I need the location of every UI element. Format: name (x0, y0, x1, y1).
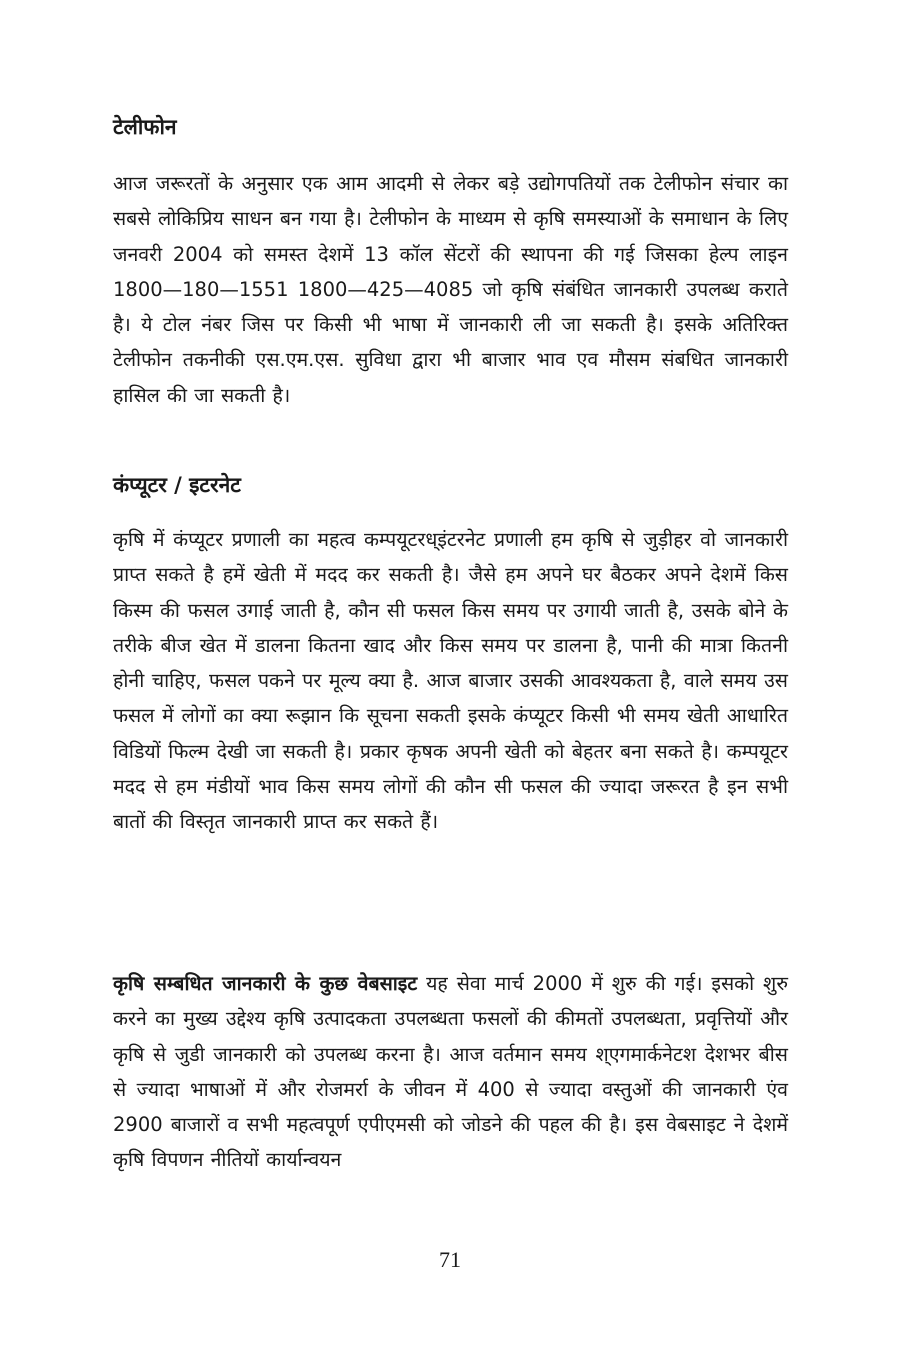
section-heading-computer-internet: कंप्यूटर / इटरनेट (113, 473, 241, 497)
page-number: 71 (439, 1247, 461, 1272)
paragraph-websites (113, 966, 788, 1178)
paragraph-computer-internet: कृषि में कंप्यूटर प्रणाली का महत्व कम्पयूटरध्इंटरनेट प्रणाली हम कृषि से जुड़ीहर वो जानकारी प्राप्त सकते है हमें खेती में मदद कर सकती है। जैसे हम अपने घर बैठकर अपने देशमें किस किस्म की फसल उगाई जाती है, कौन सी फसल किस समय पर उगायी जाती है, उसके बोने के तरीके बीज खेत में डालना कितना खाद और किस समय पर डालना है, पानी की मात्रा कितनी होनी चाहिए, फसल पकने पर मूल्य क्या है. आज बाजार उसकी आवश्यकता है, वाले समय उस फसल में लोगों का क्या रूझान कि सूचना सकती इसके कंप्यूटर किसी भी समय खेती आधारित विडियों फिल्म देखी जा सकती है। प्रकार कृषक अपनी खेती को बेहतर बना सकते है। कम्पयूटर मदद से हम मंडीयों भाव किस समय लोगों की कौन सी फसल की ज्यादा जरूरत है इन सभी बातों की विस्तृत जानकारी प्राप्त कर सकते हैं। (113, 528, 788, 834)
paragraph-body-websites: यह सेवा मार्च 2000 में शुरु की गई। इसको शुरु करने का मुख्य उद्देश्य कृषि उत्पादकता उपलब्धता फसलों की कीमतों उपलब्धता, प्रवृत्तियों और कृषि से जुडी जानकारी को उपलब्ध करना है। आज वर्तमान समय श्एगमार्कनेटश देशभर बीस से ज्यादा भाषाओं में और रोजमर्रा के जीवन में 400 से ज्यादा वस्तुओं की जानकारी एंव 2900 बाजारों व सभी महत्वपूर्ण एपीएमसी को जोडने की पहल की है। इस वेबसाइट ने देशमें कृषि विपणन नीतियों कार्यान्वयन (113, 972, 789, 1172)
paragraph-telephone: आज जरूरतों के अनुसार एक आम आदमी से लेकर बड़े उद्योगपतियों तक टेलीफोन संचार का सबसे लोकिप्रिय साधन बन गया है। टेलीफोन के माध्यम से कृषि समस्याओं के समाधान के लिए जनवरी 2004 को समस्त देशमें 13 कॉल सेंटरों की स्थापना की गई जिसका हेल्प लाइन 1800—180—1551 1800—425—4085 जो कृषि संबंधित जानकारी उपलब्ध कराते है। ये टोल नंबर जिस पर किसी भी भाषा में जानकारी ली जा सकती है। इसके अतिरिक्त टेलीफोन तकनीकी एस.एम.एस. सुविधा द्वारा भी बाजार भाव एव मौसम संबधित जानकारी हासिल की जा सकती है। (113, 172, 788, 407)
paragraph-lead-websites: कृषि सम्बधित जानकारी के कुछ वेबसाइट (113, 972, 418, 995)
section-heading-telephone: टेलीफोन (113, 115, 177, 139)
